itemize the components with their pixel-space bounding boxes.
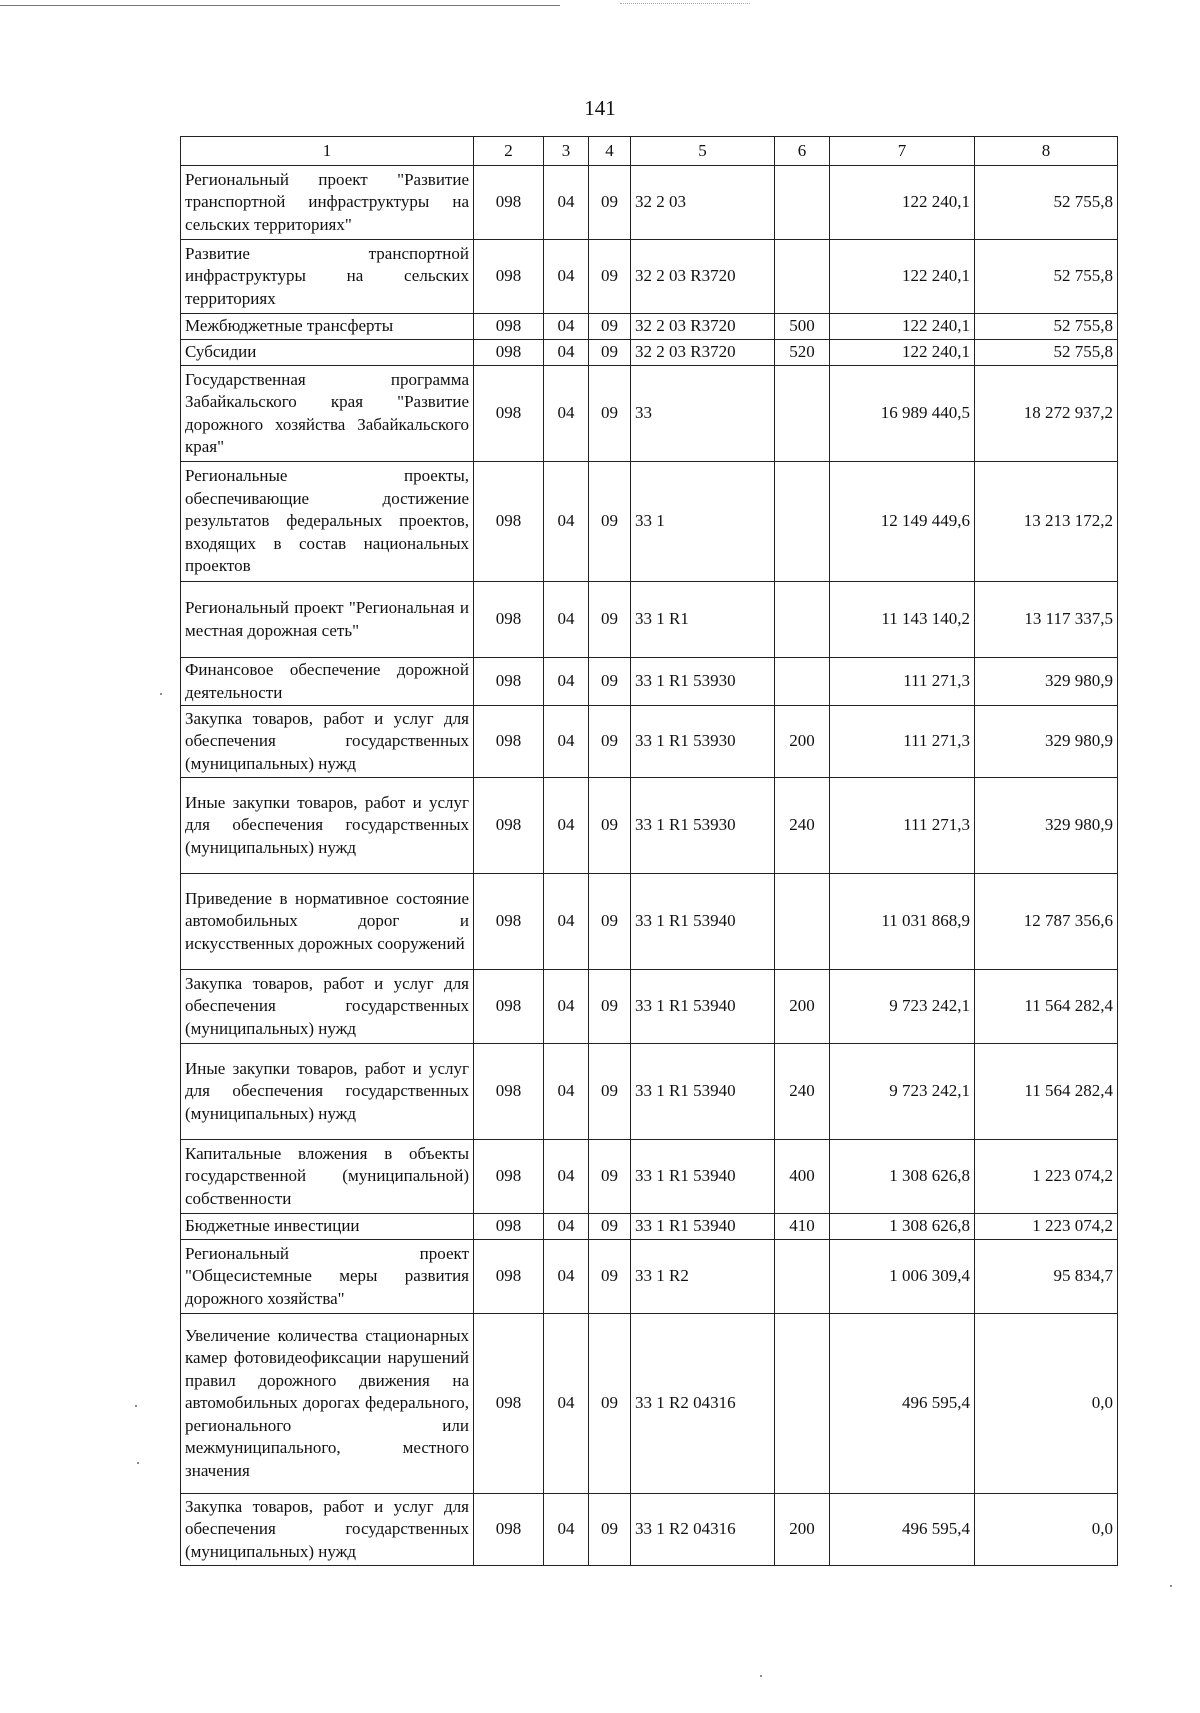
- row-expense-type-cell: [775, 366, 830, 462]
- row-subsection-cell: 09: [589, 366, 631, 462]
- header-col-6: 6: [775, 137, 830, 166]
- row-subsection-cell: 09: [589, 658, 631, 706]
- row-amount-year1-cell: 1 308 626,8: [830, 1214, 975, 1240]
- row-amount-year2-cell: 329 980,9: [975, 658, 1118, 706]
- table-row: [181, 1240, 1118, 1314]
- row-amount-year1-cell: 122 240,1: [830, 240, 975, 314]
- row-amount-year1-cell: 111 271,3: [830, 658, 975, 706]
- row-name-cell: Иные закупки товаров, работ и услуг для обеспечения государственных (муниципальных) нужд: [181, 778, 474, 874]
- row-amount-year2-cell: 52 755,8: [975, 240, 1118, 314]
- scan-top-dots: [620, 3, 750, 5]
- row-amount-year2-cell: 329 980,9: [975, 778, 1118, 874]
- row-expense-type-cell: [775, 874, 830, 970]
- table-row: [181, 366, 1118, 462]
- row-expense-type-cell: [775, 166, 830, 240]
- row-amount-year2-cell: 1 223 074,2: [975, 1214, 1118, 1240]
- row-chapter-cell: 098: [474, 314, 544, 340]
- row-expense-type-cell: 240: [775, 1044, 830, 1140]
- row-expense-type-cell: 520: [775, 340, 830, 366]
- row-section-cell: 04: [544, 874, 589, 970]
- row-chapter-cell: 098: [474, 706, 544, 778]
- row-section-cell: 04: [544, 1314, 589, 1494]
- row-subsection-cell: 09: [589, 314, 631, 340]
- row-amount-year1-cell: 122 240,1: [830, 166, 975, 240]
- table-row: [181, 1214, 1118, 1240]
- row-target-article-cell: 33 1 R1 53940: [631, 1214, 775, 1240]
- row-target-article-cell: 33 1: [631, 462, 775, 582]
- header-col-8: 8: [975, 137, 1118, 166]
- budget-table: [180, 136, 1118, 1566]
- row-target-article-cell: 33 1 R2: [631, 1240, 775, 1314]
- row-target-article-cell: 32 2 03 R3720: [631, 340, 775, 366]
- row-name-cell: Закупка товаров, работ и услуг для обеспечения государственных (муниципальных) нужд: [181, 970, 474, 1044]
- scan-speck: [135, 1405, 137, 1407]
- row-chapter-cell: 098: [474, 1214, 544, 1240]
- row-section-cell: 04: [544, 1140, 589, 1214]
- row-name-cell: Региональный проект "Развитие транспортной инфраструктуры на сельских территориях": [181, 166, 474, 240]
- row-chapter-cell: 098: [474, 1240, 544, 1314]
- scan-speck: [137, 1462, 139, 1464]
- row-subsection-cell: 09: [589, 166, 631, 240]
- row-amount-year2-cell: 18 272 937,2: [975, 366, 1118, 462]
- row-section-cell: 04: [544, 166, 589, 240]
- row-chapter-cell: 098: [474, 970, 544, 1044]
- row-section-cell: 04: [544, 970, 589, 1044]
- row-subsection-cell: 09: [589, 1494, 631, 1566]
- row-expense-type-cell: 410: [775, 1214, 830, 1240]
- row-target-article-cell: 33: [631, 366, 775, 462]
- scan-speck: [1170, 1585, 1172, 1587]
- row-chapter-cell: 098: [474, 166, 544, 240]
- row-target-article-cell: 33 1 R1 53930: [631, 778, 775, 874]
- row-amount-year2-cell: 52 755,8: [975, 340, 1118, 366]
- header-col-4: 4: [589, 137, 631, 166]
- table-row: [181, 970, 1118, 1044]
- row-subsection-cell: 09: [589, 1240, 631, 1314]
- row-amount-year1-cell: 12 149 449,6: [830, 462, 975, 582]
- row-name-cell: Закупка товаров, работ и услуг для обеспечения государственных (муниципальных) нужд: [181, 1494, 474, 1566]
- row-name-cell: Бюджетные инвестиции: [181, 1214, 474, 1240]
- row-name-cell: Развитие транспортной инфраструктуры на сельских территориях: [181, 240, 474, 314]
- header-col-2: 2: [474, 137, 544, 166]
- row-chapter-cell: 098: [474, 778, 544, 874]
- table-row: [181, 1140, 1118, 1214]
- row-section-cell: 04: [544, 778, 589, 874]
- row-amount-year2-cell: 13 213 172,2: [975, 462, 1118, 582]
- row-amount-year1-cell: 11 143 140,2: [830, 582, 975, 658]
- scan-top-line: [0, 5, 560, 6]
- row-subsection-cell: 09: [589, 1044, 631, 1140]
- page-number: 141: [584, 96, 616, 120]
- row-section-cell: 04: [544, 658, 589, 706]
- row-amount-year1-cell: 496 595,4: [830, 1314, 975, 1494]
- row-amount-year2-cell: 95 834,7: [975, 1240, 1118, 1314]
- row-name-cell: Субсидии: [181, 340, 474, 366]
- scan-speck: [760, 1675, 762, 1677]
- row-target-article-cell: 33 1 R1 53930: [631, 706, 775, 778]
- row-amount-year1-cell: 111 271,3: [830, 706, 975, 778]
- row-name-cell: Финансовое обеспечение дорожной деятельности: [181, 658, 474, 706]
- row-section-cell: 04: [544, 340, 589, 366]
- row-chapter-cell: 098: [474, 240, 544, 314]
- row-subsection-cell: 09: [589, 1314, 631, 1494]
- row-subsection-cell: 09: [589, 970, 631, 1044]
- table-row: [181, 462, 1118, 582]
- row-amount-year1-cell: 496 595,4: [830, 1494, 975, 1566]
- header-col-3: 3: [544, 137, 589, 166]
- row-amount-year2-cell: 52 755,8: [975, 166, 1118, 240]
- row-target-article-cell: 33 1 R1 53940: [631, 874, 775, 970]
- row-expense-type-cell: 400: [775, 1140, 830, 1214]
- header-col-1: 1: [181, 137, 474, 166]
- row-amount-year1-cell: 1 308 626,8: [830, 1140, 975, 1214]
- row-amount-year2-cell: 11 564 282,4: [975, 970, 1118, 1044]
- row-expense-type-cell: [775, 1240, 830, 1314]
- row-amount-year2-cell: 329 980,9: [975, 706, 1118, 778]
- row-name-cell: Региональные проекты, обеспечивающие достижение результатов федеральных проектов, входящих в состав национальных проектов: [181, 462, 474, 582]
- row-expense-type-cell: [775, 582, 830, 658]
- row-subsection-cell: 09: [589, 706, 631, 778]
- row-subsection-cell: 09: [589, 582, 631, 658]
- row-name-cell: Приведение в нормативное состояние автомобильных дорог и искусственных дорожных сооружений: [181, 874, 474, 970]
- row-amount-year2-cell: 0,0: [975, 1314, 1118, 1494]
- header-col-5: 5: [631, 137, 775, 166]
- row-name-cell: Увеличение количества стационарных камер фотовидеофиксации нарушений правил дорожного движения на автомобильных дорогах федерального, регионального или межмуниципального, местного значения: [181, 1314, 474, 1494]
- table-row: [181, 706, 1118, 778]
- row-name-cell: Государственная программа Забайкальского края "Развитие дорожного хозяйства Забайкальского края": [181, 366, 474, 462]
- row-section-cell: 04: [544, 240, 589, 314]
- row-expense-type-cell: 240: [775, 778, 830, 874]
- row-name-cell: Межбюджетные трансферты: [181, 314, 474, 340]
- row-amount-year2-cell: 1 223 074,2: [975, 1140, 1118, 1214]
- row-target-article-cell: 32 2 03 R3720: [631, 240, 775, 314]
- row-amount-year2-cell: 0,0: [975, 1494, 1118, 1566]
- row-amount-year1-cell: 9 723 242,1: [830, 970, 975, 1044]
- row-expense-type-cell: [775, 462, 830, 582]
- row-amount-year2-cell: 52 755,8: [975, 314, 1118, 340]
- table-row: [181, 874, 1118, 970]
- row-target-article-cell: 33 1 R1: [631, 582, 775, 658]
- row-expense-type-cell: 200: [775, 970, 830, 1044]
- row-chapter-cell: 098: [474, 658, 544, 706]
- row-section-cell: 04: [544, 582, 589, 658]
- row-amount-year1-cell: 111 271,3: [830, 778, 975, 874]
- row-chapter-cell: 098: [474, 340, 544, 366]
- row-section-cell: 04: [544, 706, 589, 778]
- header-col-7: 7: [830, 137, 975, 166]
- row-name-cell: Капитальные вложения в объекты государственной (муниципальной) собственности: [181, 1140, 474, 1214]
- table-row: [181, 166, 1118, 240]
- row-amount-year2-cell: 12 787 356,6: [975, 874, 1118, 970]
- row-chapter-cell: 098: [474, 366, 544, 462]
- row-chapter-cell: 098: [474, 1494, 544, 1566]
- row-chapter-cell: 098: [474, 874, 544, 970]
- row-target-article-cell: 33 1 R2 04316: [631, 1314, 775, 1494]
- table-row: [181, 340, 1118, 366]
- row-amount-year1-cell: 16 989 440,5: [830, 366, 975, 462]
- row-expense-type-cell: [775, 658, 830, 706]
- row-section-cell: 04: [544, 462, 589, 582]
- row-subsection-cell: 09: [589, 462, 631, 582]
- row-target-article-cell: 33 1 R1 53940: [631, 970, 775, 1044]
- row-expense-type-cell: 200: [775, 1494, 830, 1566]
- row-section-cell: 04: [544, 1494, 589, 1566]
- table-row: [181, 314, 1118, 340]
- row-section-cell: 04: [544, 1214, 589, 1240]
- row-subsection-cell: 09: [589, 778, 631, 874]
- row-amount-year1-cell: 122 240,1: [830, 340, 975, 366]
- row-chapter-cell: 098: [474, 1314, 544, 1494]
- row-amount-year2-cell: 13 117 337,5: [975, 582, 1118, 658]
- row-name-cell: Закупка товаров, работ и услуг для обеспечения государственных (муниципальных) нужд: [181, 706, 474, 778]
- row-amount-year2-cell: 11 564 282,4: [975, 1044, 1118, 1140]
- row-amount-year1-cell: 1 006 309,4: [830, 1240, 975, 1314]
- row-target-article-cell: 32 2 03 R3720: [631, 314, 775, 340]
- row-subsection-cell: 09: [589, 1140, 631, 1214]
- row-chapter-cell: 098: [474, 462, 544, 582]
- row-expense-type-cell: 500: [775, 314, 830, 340]
- row-subsection-cell: 09: [589, 1214, 631, 1240]
- row-chapter-cell: 098: [474, 582, 544, 658]
- row-expense-type-cell: [775, 240, 830, 314]
- row-name-cell: Иные закупки товаров, работ и услуг для обеспечения государственных (муниципальных) нужд: [181, 1044, 474, 1140]
- row-chapter-cell: 098: [474, 1044, 544, 1140]
- table-row: [181, 1494, 1118, 1566]
- table-row: [181, 778, 1118, 874]
- table-row: [181, 240, 1118, 314]
- row-name-cell: Региональный проект "Общесистемные меры развития дорожного хозяйства": [181, 1240, 474, 1314]
- row-amount-year1-cell: 11 031 868,9: [830, 874, 975, 970]
- table-row: [181, 658, 1118, 706]
- row-chapter-cell: 098: [474, 1140, 544, 1214]
- row-section-cell: 04: [544, 366, 589, 462]
- row-target-article-cell: 32 2 03: [631, 166, 775, 240]
- row-section-cell: 04: [544, 1044, 589, 1140]
- row-expense-type-cell: 200: [775, 706, 830, 778]
- row-target-article-cell: 33 1 R1 53940: [631, 1044, 775, 1140]
- row-section-cell: 04: [544, 1240, 589, 1314]
- row-name-cell: Региональный проект "Региональная и местная дорожная сеть": [181, 582, 474, 658]
- row-target-article-cell: 33 1 R2 04316: [631, 1494, 775, 1566]
- row-subsection-cell: 09: [589, 874, 631, 970]
- row-expense-type-cell: [775, 1314, 830, 1494]
- row-amount-year1-cell: 122 240,1: [830, 314, 975, 340]
- table-row: [181, 582, 1118, 658]
- table-row: [181, 1314, 1118, 1494]
- row-amount-year1-cell: 9 723 242,1: [830, 1044, 975, 1140]
- row-subsection-cell: 09: [589, 240, 631, 314]
- header-row: [181, 137, 1118, 166]
- row-subsection-cell: 09: [589, 340, 631, 366]
- row-target-article-cell: 33 1 R1 53940: [631, 1140, 775, 1214]
- scan-speck: [160, 693, 162, 695]
- row-section-cell: 04: [544, 314, 589, 340]
- row-target-article-cell: 33 1 R1 53930: [631, 658, 775, 706]
- table-row: [181, 1044, 1118, 1140]
